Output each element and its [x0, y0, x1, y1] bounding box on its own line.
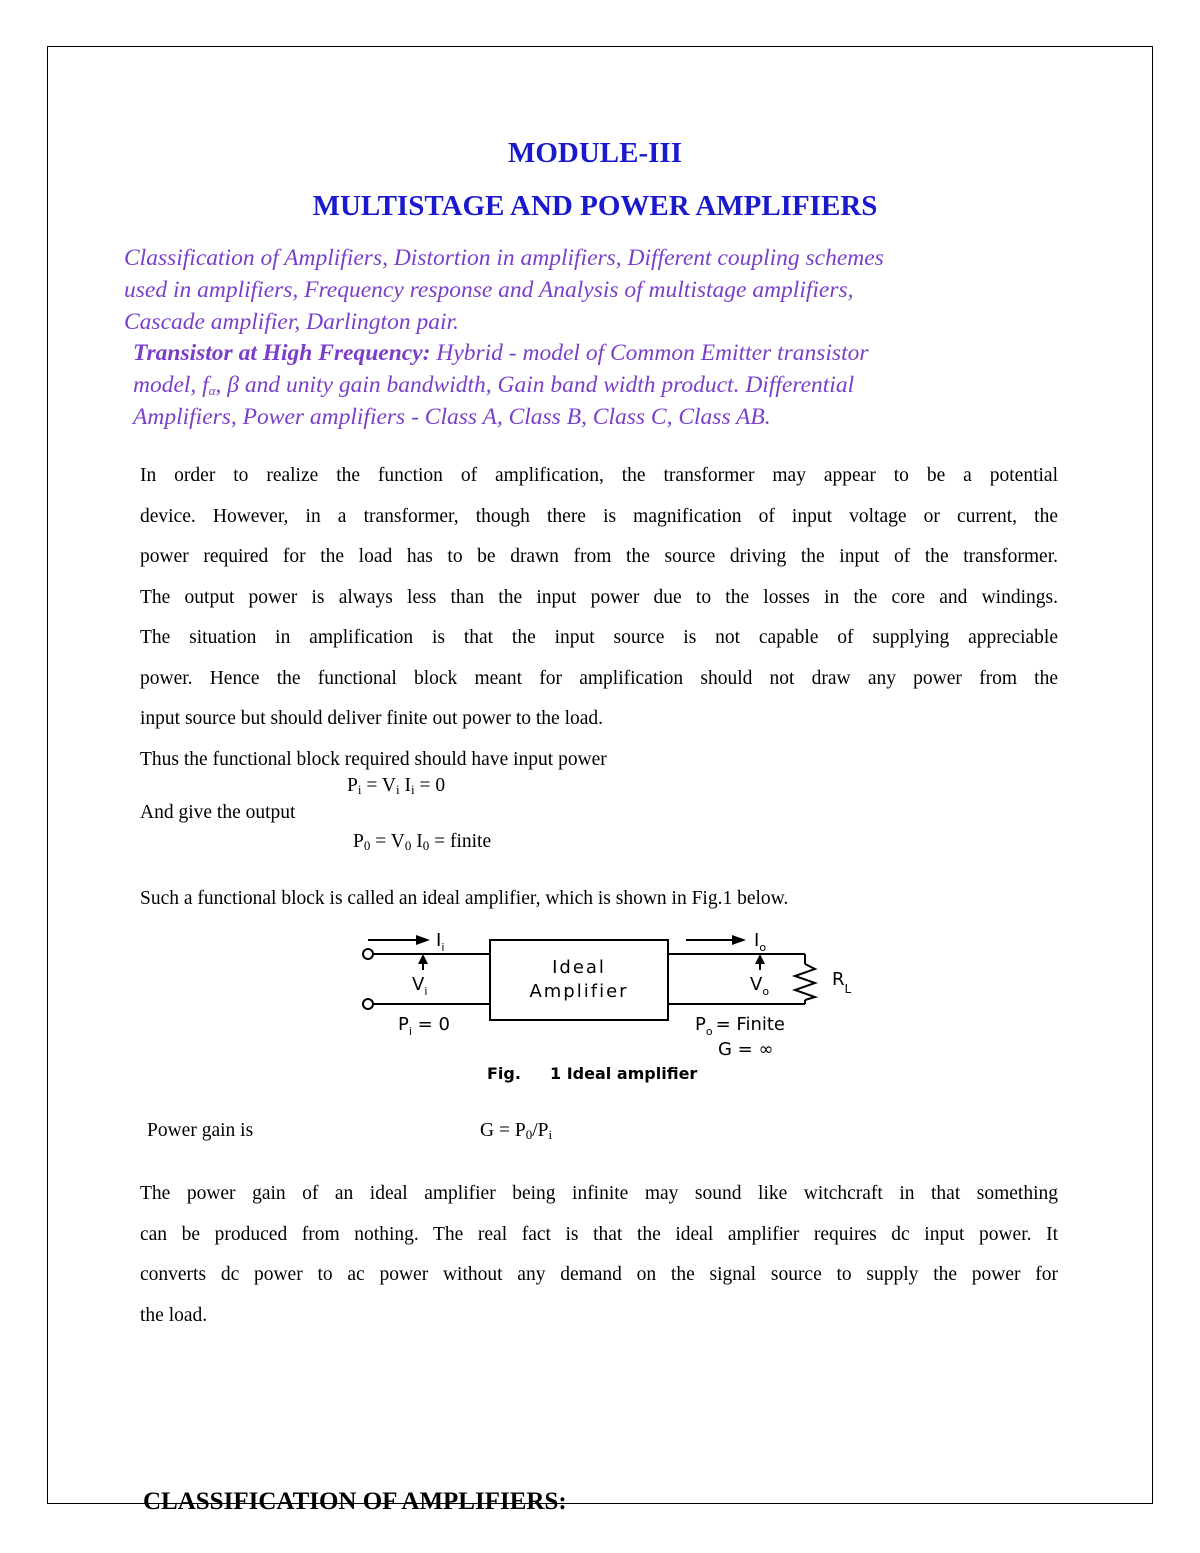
amplifier-box-line2: Amplifier: [529, 981, 629, 1002]
ideal-amplifier-figure: [350, 928, 870, 1088]
input-terminal-bottom: [363, 999, 373, 1009]
paragraph-line: input source but should deliver finite out power to the load.: [140, 708, 604, 729]
ideal-amplifier-intro: Such a functional block is called an ideal amplifier, which is shown in Fig.1 below.: [140, 888, 789, 909]
paragraph-line: the load.: [140, 1305, 208, 1326]
paragraph-line: device. However, in a transformer, though there is magnification of input voltage or current, the: [140, 506, 1058, 527]
output-power-label: $P_o$ = Finite: [695, 1014, 785, 1038]
output-intro: And give the output: [140, 802, 296, 823]
input-power-label: $P_i = 0$: [398, 1014, 450, 1038]
power-gain-label: Power gain is: [147, 1120, 254, 1141]
figure-caption-text: 1 Ideal amplifier: [550, 1064, 698, 1083]
output-voltage-label: $V_o$: [750, 974, 770, 998]
module-subtitle: MULTISTAGE AND POWER AMPLIFIERS: [312, 190, 878, 222]
power-gain-equation: $G = P_0/P_i$: [480, 1120, 553, 1142]
equation-output-power: $P_0 = V_0$ $I_0$ = finite: [353, 831, 492, 853]
input-current-label: $I_i$: [436, 930, 445, 954]
input-voltage-label: $V_i$: [412, 974, 428, 998]
syllabus-line: Cascade amplifier, Darlington pair.: [124, 309, 459, 335]
amplifier-box-line1: Ideal: [552, 957, 606, 978]
paragraph-line: can be produced from nothing. The real fact is that the ideal amplifier requires dc input power. It: [140, 1224, 1058, 1245]
paragraph-line: power required for the load has to be drawn from the source driving the input of the transformer.: [140, 546, 1058, 567]
input-power-intro: Thus the functional block required should have input power: [140, 749, 607, 770]
load-resistor: [795, 964, 815, 1000]
paragraph-line: The power gain of an ideal amplifier being infinite may sound like witchcraft in that something: [140, 1183, 1058, 1204]
paragraph-line: In order to realize the function of amplification, the transformer may appear to be a potential: [140, 465, 1058, 486]
amplifier-box: [490, 940, 668, 1020]
syllabus-line: model, $f_\alpha$, β and unity gain bandwidth, Gain band width product. Differential: [133, 372, 855, 398]
hf-heading: Transistor at High Frequency:: [133, 340, 431, 366]
paragraph-line: The situation in amplification is that the input source is not capable of supplying appreciable: [140, 627, 1058, 648]
equation-input-power: $P_i = V_i$ $I_i = 0$: [347, 775, 446, 797]
module-title: MODULE-III: [507, 137, 682, 169]
next-section-heading: CLASSIFICATION OF AMPLIFIERS:: [143, 1488, 567, 1515]
paragraph-line: converts dc power to ac power without any demand on the signal source to supply the power for: [140, 1264, 1058, 1285]
input-terminal-top: [363, 949, 373, 959]
syllabus-line: Amplifiers, Power amplifiers - Class A, Class B, Class C, Class AB.: [133, 404, 771, 430]
syllabus-line: Transistor at High Frequency: Hybrid - model of Common Emitter transistor: [133, 340, 869, 366]
syllabus-line: used in amplifiers, Frequency response and Analysis of multistage amplifiers,: [124, 277, 854, 303]
output-current-label: $I_o$: [754, 930, 767, 954]
figure-caption-label: Fig.: [487, 1064, 521, 1083]
syllabus-line: Classification of Amplifiers, Distortion in amplifiers, Different coupling schemes: [124, 245, 884, 271]
load-label: $R_L$: [832, 969, 852, 996]
gain-label: G = ∞: [718, 1039, 774, 1060]
paragraph-line: The output power is always less than the input power due to the losses in the core and windings.: [140, 587, 1058, 608]
paragraph-line: power. Hence the functional block meant for amplification should not draw any power from the: [140, 668, 1058, 689]
